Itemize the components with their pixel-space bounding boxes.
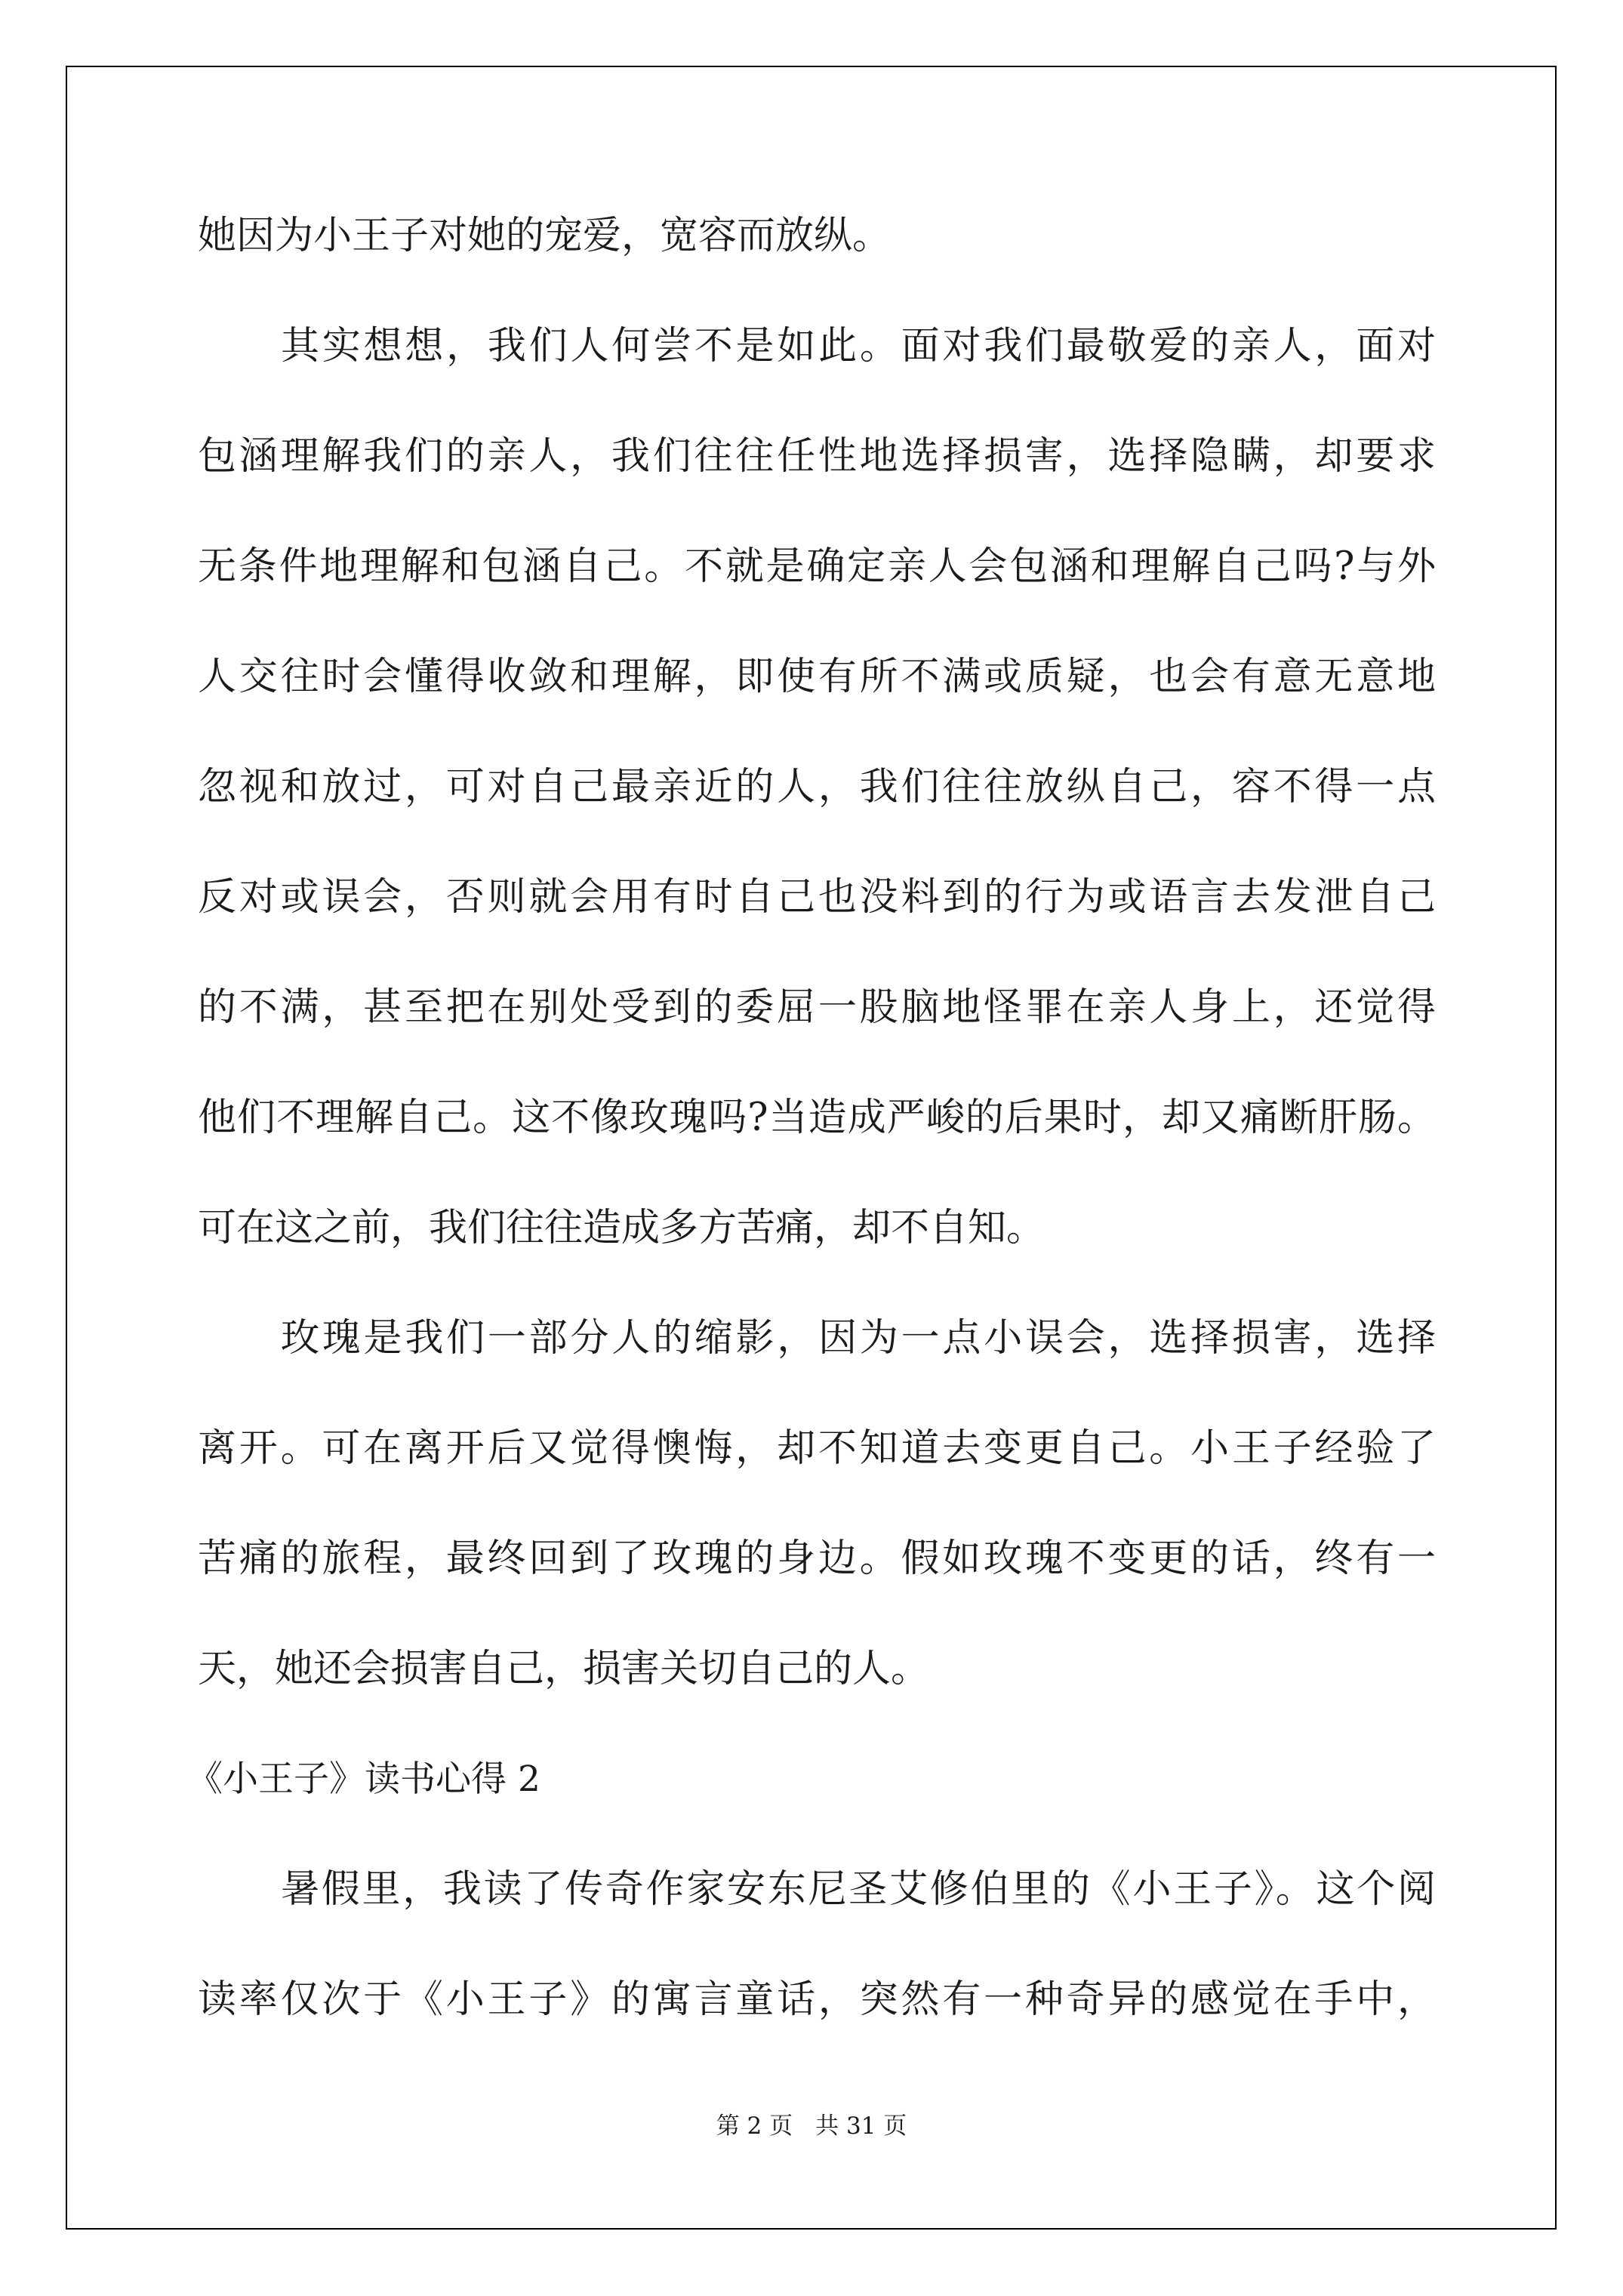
text-line: 玫瑰是我们一部分人的缩影，因为一点小误会，选择损害，选择 [281, 1316, 1436, 1361]
text-line: 无条件地理解和包涵自己。不就是确定亲人会包涵和理解自己吗?与外 [198, 544, 1436, 589]
document-body [187, 181, 1436, 2055]
text-line: 的不满，甚至把在别处受到的委屈一股脑地怪罪在亲人身上，还觉得 [198, 985, 1436, 1030]
text-line: 苦痛的旅程，最终回到了玫瑰的身边。假如玫瑰不变更的话，终有一 [198, 1536, 1436, 1581]
text-line: 读率仅次于《小王子》的寓言童话，突然有一种奇异的感觉在手中， [198, 1977, 1436, 2022]
page-number: 第 2 页 [716, 2113, 793, 2140]
text-line: 他们不理解自己。这不像玫瑰吗?当造成严峻的后果时，却又痛断肝肠。 [198, 1096, 1436, 1140]
text-line: 反对或误会，否则就会用有时自己也没料到的行为或语言去发泄自己 [198, 875, 1436, 920]
text-line: 包涵理解我们的亲人，我们往往任性地选择损害，选择隐瞒，却要求 [198, 434, 1436, 479]
text-line: 可在这之前，我们往往造成多方苦痛，却不自知。 [198, 1206, 1046, 1250]
text-line: 其实想想，我们人何尝不是如此。面对我们最敬爱的亲人，面对 [281, 324, 1436, 368]
text-line: 离开。可在离开后又觉得懊悔，却不知道去变更自己。小王子经验了 [198, 1426, 1436, 1471]
page-footer [0, 2106, 1623, 2140]
text-line: 天，她还会损害自己，损害关切自己的人。 [198, 1647, 930, 1691]
page-total: 共 31 页 [815, 2113, 907, 2140]
text-line: 暑假里，我读了传奇作家安东尼圣艾修伯里的《小王子》。这个阅 [281, 1867, 1436, 1912]
text-line: 人交往时会懂得收敛和理解，即使有所不满或质疑，也会有意无意地 [198, 655, 1436, 699]
section-heading: 《小王子》读书心得 2 [187, 1758, 540, 1800]
text-line: 她因为小王子对她的宠爱，宽容而放纵。 [198, 214, 892, 258]
text-line: 忽视和放过，可对自己最亲近的人，我们往往放纵自己，容不得一点 [198, 765, 1436, 809]
